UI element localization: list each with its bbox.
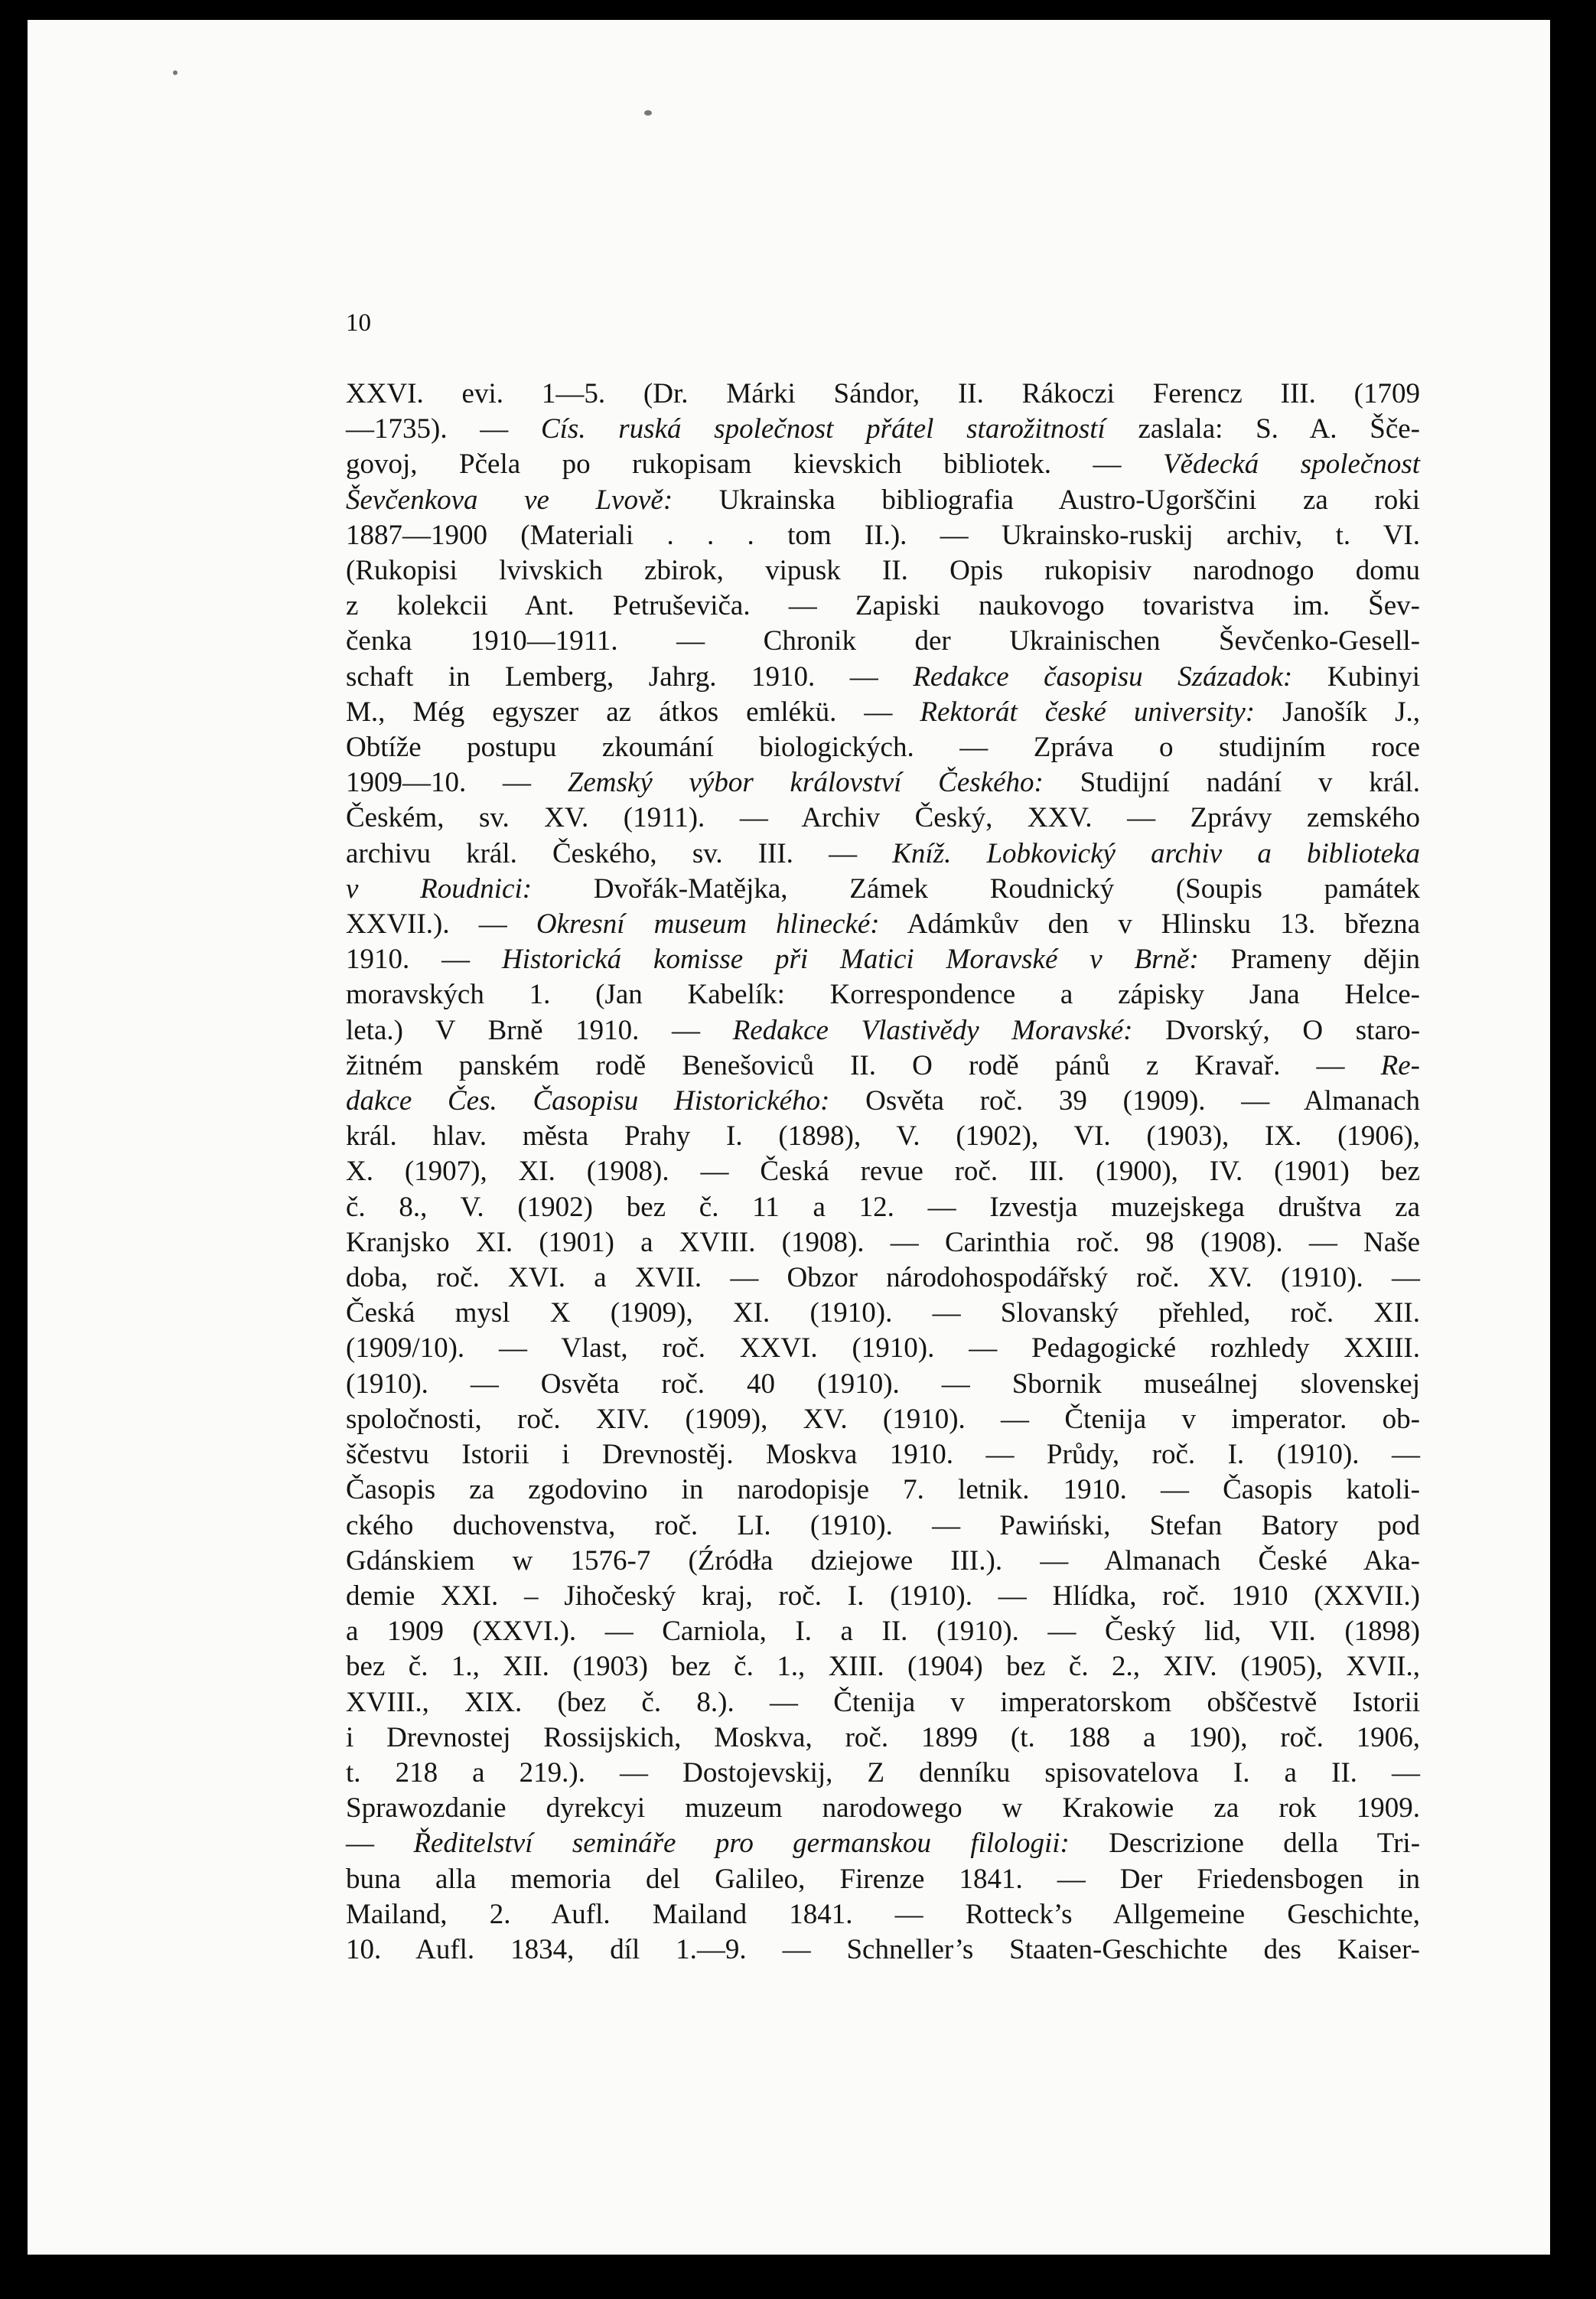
italic-segment: Okresní museum hlinecké:	[536, 908, 880, 941]
text-segment: Obtíže postupu zkoumání biologických. — Zpráva o studijním roce	[346, 732, 1420, 764]
italic-segment: Kníž. Lobkovický archiv a biblioteka	[892, 837, 1420, 869]
text-line	[346, 730, 1420, 765]
italic-segment: Zemský výbor království Českého:	[567, 767, 1044, 799]
italic-segment: Rektorát české university:	[920, 696, 1256, 728]
text-line	[346, 1791, 1420, 1826]
text-segment: archivu král. Českého, sv. III. —	[346, 837, 893, 869]
italic-segment: Redakce Vlastivědy Moravské:	[732, 1014, 1133, 1046]
text-line	[346, 412, 1420, 447]
text-segment: Kubinyi	[1292, 660, 1420, 693]
text-line	[346, 1084, 1420, 1119]
text-line	[346, 801, 1420, 836]
text-line	[346, 977, 1420, 1013]
text-segment: Ukrainska bibliografia Austro-Ugorščini za roki	[673, 484, 1421, 516]
text-line	[346, 1154, 1420, 1189]
italic-segment: dakce Čes. Časopisu Historického:	[346, 1085, 830, 1117]
text-segment: z kolekcii Ant. Petruševiča. — Zapiski naukovogo tovaristva im. Šev-	[346, 590, 1420, 622]
text-segment: (1910). — Osvěta roč. 40 (1910). — Sbornik museálnej slovenskej	[346, 1368, 1420, 1400]
text-segment: čenka 1910—1911. — Chronik der Ukrainischen Ševčenko-Gesell-	[346, 625, 1420, 657]
text-line	[346, 1614, 1420, 1649]
text-line	[346, 447, 1420, 482]
text-segment: XXVII.). —	[346, 908, 536, 941]
text-segment: 1910. —	[346, 944, 502, 976]
text-line	[346, 589, 1420, 624]
text-line	[346, 836, 1420, 872]
italic-segment: Re-	[1380, 1049, 1420, 1081]
text-line	[346, 553, 1420, 589]
text-segment: govoj, Pčela po rukopisam kievskich bibliotek. —	[346, 448, 1163, 481]
italic-segment: Cís. ruská společnost přátel starožitností	[540, 413, 1106, 445]
text-segment: zaslala: S. A. Ščе-	[1105, 413, 1420, 445]
text-segment: M., Még egyszer az átkos emlékü. —	[346, 696, 920, 728]
text-segment: —1735). —	[346, 413, 541, 445]
text-line	[346, 1826, 1420, 1861]
text-line	[346, 1932, 1420, 1968]
text-line	[346, 1862, 1420, 1897]
text-segment: t. 218 a 219.). — Dostojevskij, Z denníku spisovatelova I. a II. —	[346, 1756, 1420, 1789]
text-line	[346, 660, 1420, 695]
text-line	[346, 765, 1420, 801]
text-line	[346, 1331, 1420, 1366]
italic-segment: Ševčenkova ve Lvově:	[346, 484, 673, 516]
text-segment: (1909/10). — Vlast, roč. XXVI. (1910). — Pedagogické rozhledy XXIII.	[346, 1332, 1420, 1365]
text-line	[346, 1119, 1420, 1154]
text-segment: bez č. 1., XII. (1903) bez č. 1., XIII. (1904) bez č. 2., XIV. (1905), XVII.,	[346, 1651, 1420, 1683]
italic-segment: Redakce časopisu Századok:	[913, 660, 1293, 693]
text-segment: 1909—10. —	[346, 767, 568, 799]
text-line	[346, 1544, 1420, 1579]
text-line	[346, 1579, 1420, 1614]
text-line	[346, 1437, 1420, 1472]
italic-segment: Historická komisse při Matici Moravské v Brně:	[501, 944, 1199, 976]
text-segment: Adámkův den v Hlinsku 13. března	[879, 908, 1420, 941]
text-line	[346, 377, 1420, 412]
text-line	[346, 1508, 1420, 1544]
text-segment: leta.) V Brně 1910. —	[346, 1014, 733, 1046]
text-segment: i Drevnostej Rossijskich, Moskva, roč. 1899 (t. 188 a 190), roč. 1906,	[346, 1721, 1420, 1753]
text-segment: Gdánskiem w 1576-7 (Źródła dziejowe III.). — Almanach České Aka-	[346, 1544, 1420, 1577]
text-segment: Sprawozdanie dyrekcyi muzeum narodowego w Krakowie za rok 1909.	[346, 1792, 1420, 1825]
text-line	[346, 1296, 1420, 1331]
text-segment: č. 8., V. (1902) bez č. 11 a 12. — Izvestja muzejskega društva za	[346, 1191, 1420, 1223]
scan-speck	[173, 70, 178, 75]
text-line	[346, 1720, 1420, 1756]
text-segment: Mailand, 2. Aufl. Mailand 1841. — Rotteck’s Allgemeine Geschichte,	[346, 1898, 1420, 1930]
text-segment: a 1909 (XXVI.). — Carniola, I. a II. (1910). — Český lid, VII. (1898)	[346, 1616, 1420, 1648]
text-segment: demie XXI. – Jihočeský kraj, roč. I. (1910). — Hlídka, roč. 1910 (XXVII.)	[346, 1580, 1420, 1612]
text-line	[346, 518, 1420, 553]
text-line	[346, 1225, 1420, 1260]
page-number: 10	[346, 309, 371, 337]
text-segment: žitném panském rodě Benešoviců II. O rodě pánů z Kravař. —	[346, 1049, 1381, 1081]
text-segment: Českém, sv. XV. (1911). — Archiv Český, XXV. — Zprávy zemského	[346, 802, 1420, 834]
text-segment: Dvořák-Matějka, Zámek Roudnický (Soupis památek	[532, 872, 1420, 905]
text-segment: doba, roč. XVI. a XVII. — Obzor národohospodářský roč. XV. (1910). —	[346, 1262, 1420, 1294]
text-line	[346, 1685, 1420, 1720]
text-segment: 10. Aufl. 1834, díl 1.—9. — Schneller’s Staaten-Geschichte des Kaiser-	[346, 1933, 1420, 1965]
text-line	[346, 1260, 1420, 1296]
text-line	[346, 624, 1420, 659]
text-line	[346, 1897, 1420, 1932]
text-line	[346, 1402, 1420, 1437]
text-segment: buna alla memoria del Galileo, Firenze 1841. — Der Friedensbogen in	[346, 1863, 1420, 1895]
text-segment: XXVI. evi. 1—5. (Dr. Márki Sándor, II. Rákoczi Ferencz III. (1709	[346, 378, 1420, 409]
text-segment: spoločnosti, roč. XIV. (1909), XV. (1910). — Čtenija v imperator. ob-	[346, 1403, 1420, 1435]
text-line	[346, 872, 1420, 907]
text-segment: Osvěta roč. 39 (1909). — Almanach	[829, 1085, 1420, 1117]
text-segment: ščestvu Istorii i Drevnostěj. Moskva 1910. — Průdy, roč. I. (1910). —	[346, 1439, 1420, 1471]
text-line	[346, 1013, 1420, 1048]
text-line	[346, 1649, 1420, 1684]
text-segment: Prameny dějin	[1198, 944, 1420, 976]
text-segment: král. hlav. města Prahy I. (1898), V. (1902), VI. (1903), IX. (1906),	[346, 1120, 1420, 1153]
text-segment: Časopis za zgodovino in narodopisje 7. letnik. 1910. — Časopis katoli-	[346, 1474, 1420, 1506]
book-page	[28, 20, 1550, 2255]
scan-speck	[644, 110, 652, 116]
italic-segment: Vědecká společnost	[1163, 448, 1420, 481]
text-line	[346, 1367, 1420, 1402]
italic-segment: v Roudnici:	[346, 872, 533, 905]
text-segment: 1887—1900 (Materiali . . . tom II.). — Ukrainsko-ruskij archiv, t. VI.	[346, 519, 1420, 551]
italic-segment: Ředitelství semináře pro germanskou filologii:	[413, 1828, 1070, 1860]
text-segment: Česká mysl X (1909), XI. (1910). — Slovanský přehled, roč. XII.	[346, 1297, 1420, 1329]
text-line	[346, 695, 1420, 730]
text-segment: —	[346, 1828, 414, 1860]
text-segment: X. (1907), XI. (1908). — Česká revue roč. III. (1900), IV. (1901) bez	[346, 1156, 1420, 1188]
text-segment: Studijní nadání v král.	[1043, 767, 1421, 799]
text-line	[346, 907, 1420, 942]
text-line	[346, 1190, 1420, 1225]
text-segment: Dvorský, O staro-	[1132, 1014, 1421, 1046]
bibliography-text	[346, 377, 1420, 1968]
text-segment: (Rukopisi lvivskich zbirok, vipusk II. Opis rukopisiv narodnogo domu	[346, 555, 1420, 587]
text-segment: Descrizione della Tri-	[1069, 1828, 1421, 1860]
text-segment: XVIII., XIX. (bez č. 8.). — Čtenija v imperatorskom obščestvě Istorii	[346, 1686, 1420, 1718]
text-line	[346, 1472, 1420, 1508]
text-segment: ckého duchovenstva, roč. LI. (1910). — Pawiński, Stefan Batory pod	[346, 1509, 1420, 1541]
text-line	[346, 1756, 1420, 1791]
text-segment: Janošík J.,	[1255, 696, 1421, 728]
text-line	[346, 942, 1420, 977]
text-line	[346, 483, 1420, 518]
text-segment: moravských 1. (Jan Kabelík: Korrespondence a zápisky Jana Helce-	[346, 979, 1420, 1011]
text-line	[346, 1048, 1420, 1084]
text-segment: Kranjsko XI. (1901) a XVIII. (1908). — Carinthia roč. 98 (1908). — Naše	[346, 1226, 1420, 1258]
text-segment: schaft in Lemberg, Jahrg. 1910. —	[346, 660, 914, 693]
